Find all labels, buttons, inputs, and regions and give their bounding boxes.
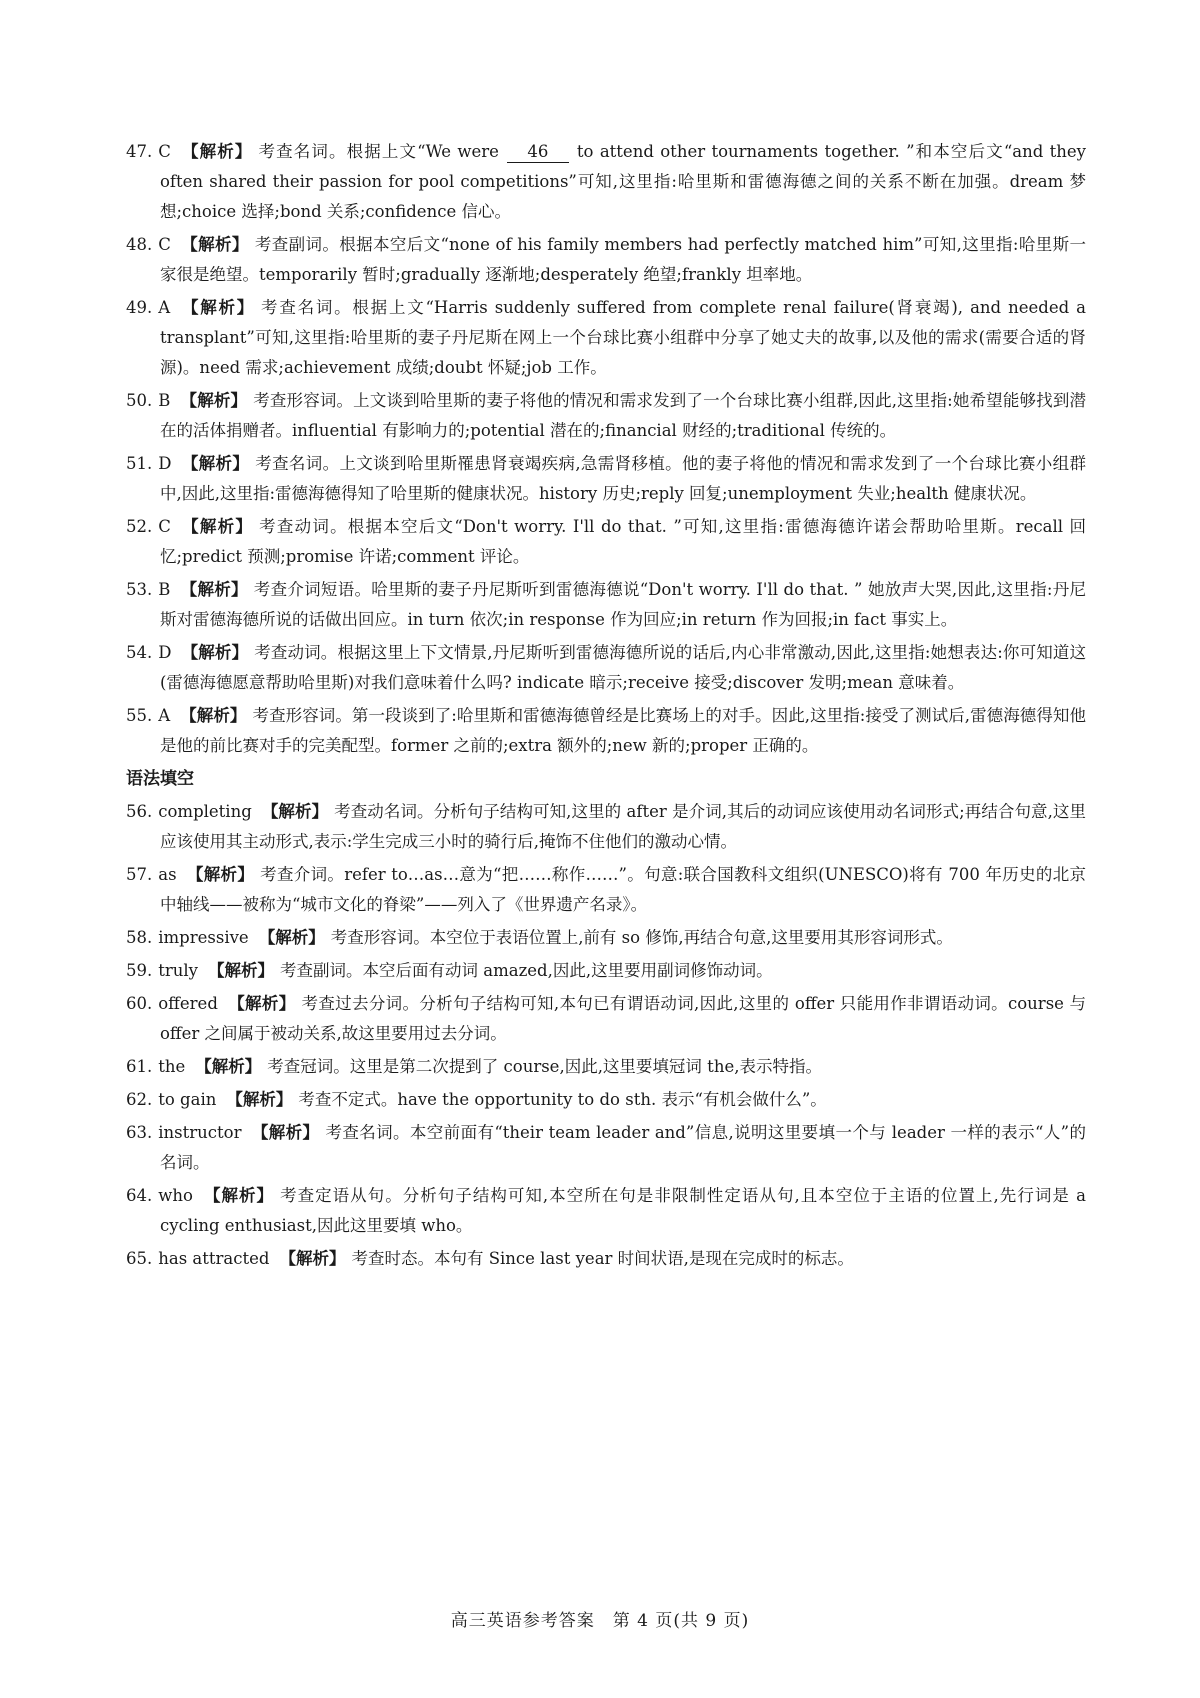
item-number: 60. xyxy=(126,994,153,1013)
analysis-tag: 【解析】 xyxy=(258,928,325,947)
explanation-text: 考查定语从句。分析句子结构可知,本空所在句是非限制性定语从句,且本空位于主语的位置上,先行词是 a cycling enthusiast,因此这里要填 who。 xyxy=(160,1186,1086,1235)
grammar-answers xyxy=(126,797,1086,1274)
answer-key: completing xyxy=(158,802,252,821)
answer-text xyxy=(126,1085,1086,1115)
item-number: 61. xyxy=(126,1057,153,1076)
answer-item xyxy=(126,860,1086,920)
analysis-tag: 【解析】 xyxy=(227,994,296,1013)
analysis-tag: 【解析】 xyxy=(195,1057,262,1076)
answer-text xyxy=(126,1181,1086,1241)
explanation-text: 考查副词。根据本空后文“none of his family members had perfectly matched him”可知,这里指:哈里斯一家很是绝望。temporarily 暂时;gradually 逐渐地;desperately 绝望;frankly 坦率地。 xyxy=(160,235,1086,284)
answer-content xyxy=(126,137,1086,1277)
analysis-tag: 【解析】 xyxy=(180,706,247,725)
analysis-tag: 【解析】 xyxy=(180,235,249,254)
answer-key: C xyxy=(158,517,171,536)
answer-key: A xyxy=(158,298,171,317)
item-number: 53. xyxy=(126,580,153,599)
answer-text xyxy=(126,797,1086,857)
analysis-tag: 【解析】 xyxy=(180,298,256,317)
answer-key: D xyxy=(158,643,172,662)
explanation-text: 考查形容词。上文谈到哈里斯的妻子将他的情况和需求发到了一个台球比赛小组群,因此,这里指:她希望能够找到潜在的活体捐赠者。influential 有影响力的;potential 潜在的;financial 财经的;traditional 传统的。 xyxy=(160,391,1086,440)
answer-text xyxy=(126,923,1086,953)
explanation-text: 考查名词。根据上文“We were xyxy=(258,142,499,161)
explanation-text: 考查动词。根据这里上下文情景,丹尼斯听到雷德海德所说的话后,内心非常激动,因此,这里指:她想表达:你可知道这(雷德海德愿意帮助哈里斯)对我们意味着什么吗? indicate 暗示;receive 接受;discover 发明;mean 意味着。 xyxy=(160,643,1086,692)
answer-text xyxy=(126,1244,1086,1274)
answer-text xyxy=(126,701,1086,761)
explanation-text-continued: to attend other tournaments together. ”和本空后文“and they often shared their passion for pool competitions”可知,这里指:哈里斯和雷德海德之间的关系不断在加强。dream 梦想;choice 选择;bond 关系;confidence 信心。 xyxy=(160,142,1086,221)
answer-key: who xyxy=(158,1186,193,1205)
explanation-text: 考查名词。上文谈到哈里斯罹患肾衰竭疾病,急需肾移植。他的妻子将他的情况和需求发到了一个台球比赛小组群中,因此,这里指:雷德海德得知了哈里斯的健康状况。history 历史;reply 回复;unemployment 失业;health 健康状况。 xyxy=(160,454,1087,503)
answer-text xyxy=(126,230,1086,290)
answer-item xyxy=(126,923,1086,953)
answer-key: offered xyxy=(158,994,218,1013)
answer-key: B xyxy=(158,391,171,410)
answer-key: as xyxy=(158,865,177,884)
answer-item xyxy=(126,1244,1086,1274)
answer-key: has attracted xyxy=(158,1249,270,1268)
explanation-text: 考查副词。本空后面有动词 amazed,因此,这里要用副词修饰动词。 xyxy=(280,961,773,980)
answer-text xyxy=(126,449,1086,509)
analysis-tag: 【解析】 xyxy=(279,1249,346,1268)
answer-item xyxy=(126,575,1086,635)
analysis-tag: 【解析】 xyxy=(202,1186,275,1205)
answer-text xyxy=(126,575,1086,635)
answer-item xyxy=(126,797,1086,857)
answer-text xyxy=(126,512,1086,572)
answer-item xyxy=(126,956,1086,986)
answer-item xyxy=(126,1052,1086,1082)
analysis-tag: 【解析】 xyxy=(180,142,253,161)
answer-text xyxy=(126,860,1086,920)
answer-item xyxy=(126,449,1086,509)
item-number: 58. xyxy=(126,928,153,947)
explanation-text: 考查名词。根据上文“Harris suddenly suffered from complete renal failure(肾衰竭), and needed a transplant”可知,这里指:哈里斯的妻子丹尼斯在网上一个台球比赛小组群中分享了她丈夫的故事,以及他的需求(需要合适的肾源)。need 需求;achievement 成绩;doubt 怀疑;job 工作。 xyxy=(160,298,1087,377)
answer-text xyxy=(126,1118,1086,1178)
analysis-tag: 【解析】 xyxy=(181,454,250,473)
explanation-text: 考查介词。refer to…as…意为“把……称作……”。句意:联合国教科文组织(UNESCO)将有 700 年历史的北京中轴线——被称为“城市文化的脊梁”——列入了《世界遗产名录》。 xyxy=(160,865,1087,914)
page-footer: 高三英语参考答案 第 4 页(共 9 页) xyxy=(450,1611,750,1631)
analysis-tag: 【解析】 xyxy=(186,865,255,884)
item-number: 63. xyxy=(126,1123,153,1142)
answer-key: A xyxy=(158,706,171,725)
item-number: 56. xyxy=(126,802,153,821)
analysis-tag: 【解析】 xyxy=(181,643,249,662)
analysis-tag: 【解析】 xyxy=(180,517,254,536)
answer-item xyxy=(126,512,1086,572)
explanation-text: 考查名词。本空前面有“their team leader and”信息,说明这里要填一个与 leader 一样的表示“人”的名词。 xyxy=(160,1123,1087,1172)
answer-item xyxy=(126,386,1086,446)
explanation-text: 考查冠词。这里是第二次提到了 course,因此,这里要填冠词 the,表示特指。 xyxy=(267,1057,822,1076)
item-number: 47. xyxy=(126,142,153,161)
item-number: 49. xyxy=(126,298,153,317)
explanation-text: 考查动词。根据本空后文“Don't worry. I'll do that. ”可知,这里指:雷德海德许诺会帮助哈里斯。recall 回忆;predict 预测;promise 许诺;comment 评论。 xyxy=(160,517,1086,566)
answer-item xyxy=(126,293,1086,383)
item-number: 64. xyxy=(126,1186,153,1205)
item-number: 54. xyxy=(126,643,153,662)
answer-text xyxy=(126,137,1086,227)
answer-key: D xyxy=(158,454,172,473)
answer-item xyxy=(126,638,1086,698)
answer-key: truly xyxy=(158,961,198,980)
item-number: 65. xyxy=(126,1249,153,1268)
answer-key: to gain xyxy=(158,1090,217,1109)
item-number: 62. xyxy=(126,1090,153,1109)
item-number: 57. xyxy=(126,865,153,884)
answer-key: B xyxy=(158,580,171,599)
answer-key: impressive xyxy=(158,928,249,947)
explanation-text: 考查形容词。第一段谈到了:哈里斯和雷德海德曾经是比赛场上的对手。因此,这里指:接受了测试后,雷德海德得知他是他的前比赛对手的完美配型。former 之前的;extra 额外的;new 新的;proper 正确的。 xyxy=(160,706,1087,755)
cloze-answers xyxy=(126,137,1086,761)
answer-text xyxy=(126,956,1086,986)
analysis-tag: 【解析】 xyxy=(261,802,329,821)
explanation-text: 考查形容词。本空位于表语位置上,前有 so 修饰,再结合句意,这里要用其形容词形式。 xyxy=(330,928,953,947)
answer-text xyxy=(126,989,1086,1049)
answer-key: instructor xyxy=(158,1123,242,1142)
answer-item xyxy=(126,989,1086,1049)
explanation-text: 考查不定式。have the opportunity to do sth. 表示“有机会做什么”。 xyxy=(298,1090,827,1109)
answer-item xyxy=(126,1085,1086,1115)
explanation-text: 考查动名词。分析句子结构可知,这里的 after 是介词,其后的动词应该使用动名词形式;再结合句意,这里应该使用其主动形式,表示:学生完成三小时的骑行后,掩饰不住他们的激动心情。 xyxy=(160,802,1087,851)
explanation-text: 考查时态。本句有 Since last year 时间状语,是现在完成时的标志。 xyxy=(351,1249,854,1268)
explanation-text: 考查过去分词。分析句子结构可知,本句已有谓语动词,因此,这里的 offer 只能用作非谓语动词。course 与 offer 之间属于被动关系,故这里要用过去分词。 xyxy=(160,994,1086,1043)
analysis-tag: 【解析】 xyxy=(208,961,274,980)
answer-text xyxy=(126,386,1086,446)
answer-text xyxy=(126,638,1086,698)
answer-item xyxy=(126,1118,1086,1178)
analysis-tag: 【解析】 xyxy=(180,580,248,599)
answer-key: C xyxy=(158,142,171,161)
answer-item xyxy=(126,1181,1086,1241)
item-number: 51. xyxy=(126,454,153,473)
answer-item xyxy=(126,230,1086,290)
answer-key: the xyxy=(158,1057,186,1076)
item-number: 59. xyxy=(126,961,153,980)
item-number: 52. xyxy=(126,517,153,536)
analysis-tag: 【解析】 xyxy=(180,391,248,410)
answer-key: C xyxy=(158,235,171,254)
answer-text xyxy=(126,1052,1086,1082)
item-number: 48. xyxy=(126,235,153,254)
item-number: 50. xyxy=(126,391,153,410)
analysis-tag: 【解析】 xyxy=(226,1090,293,1109)
answer-item xyxy=(126,137,1086,227)
item-number: 55. xyxy=(126,706,153,725)
analysis-tag: 【解析】 xyxy=(251,1123,320,1142)
explanation-text: 考查介词短语。哈里斯的妻子丹尼斯听到雷德海德说“Don't worry. I'll do that. ” 她放声大哭,因此,这里指:丹尼斯对雷德海德所说的话做出回应。in turn 依次;in response 作为回应;in return 作为回报;in fact 事实上。 xyxy=(160,580,1086,629)
blank-number: 46 xyxy=(507,142,569,163)
section-title: 语法填空 xyxy=(126,769,194,789)
answer-text xyxy=(126,293,1086,383)
answer-item xyxy=(126,701,1086,761)
